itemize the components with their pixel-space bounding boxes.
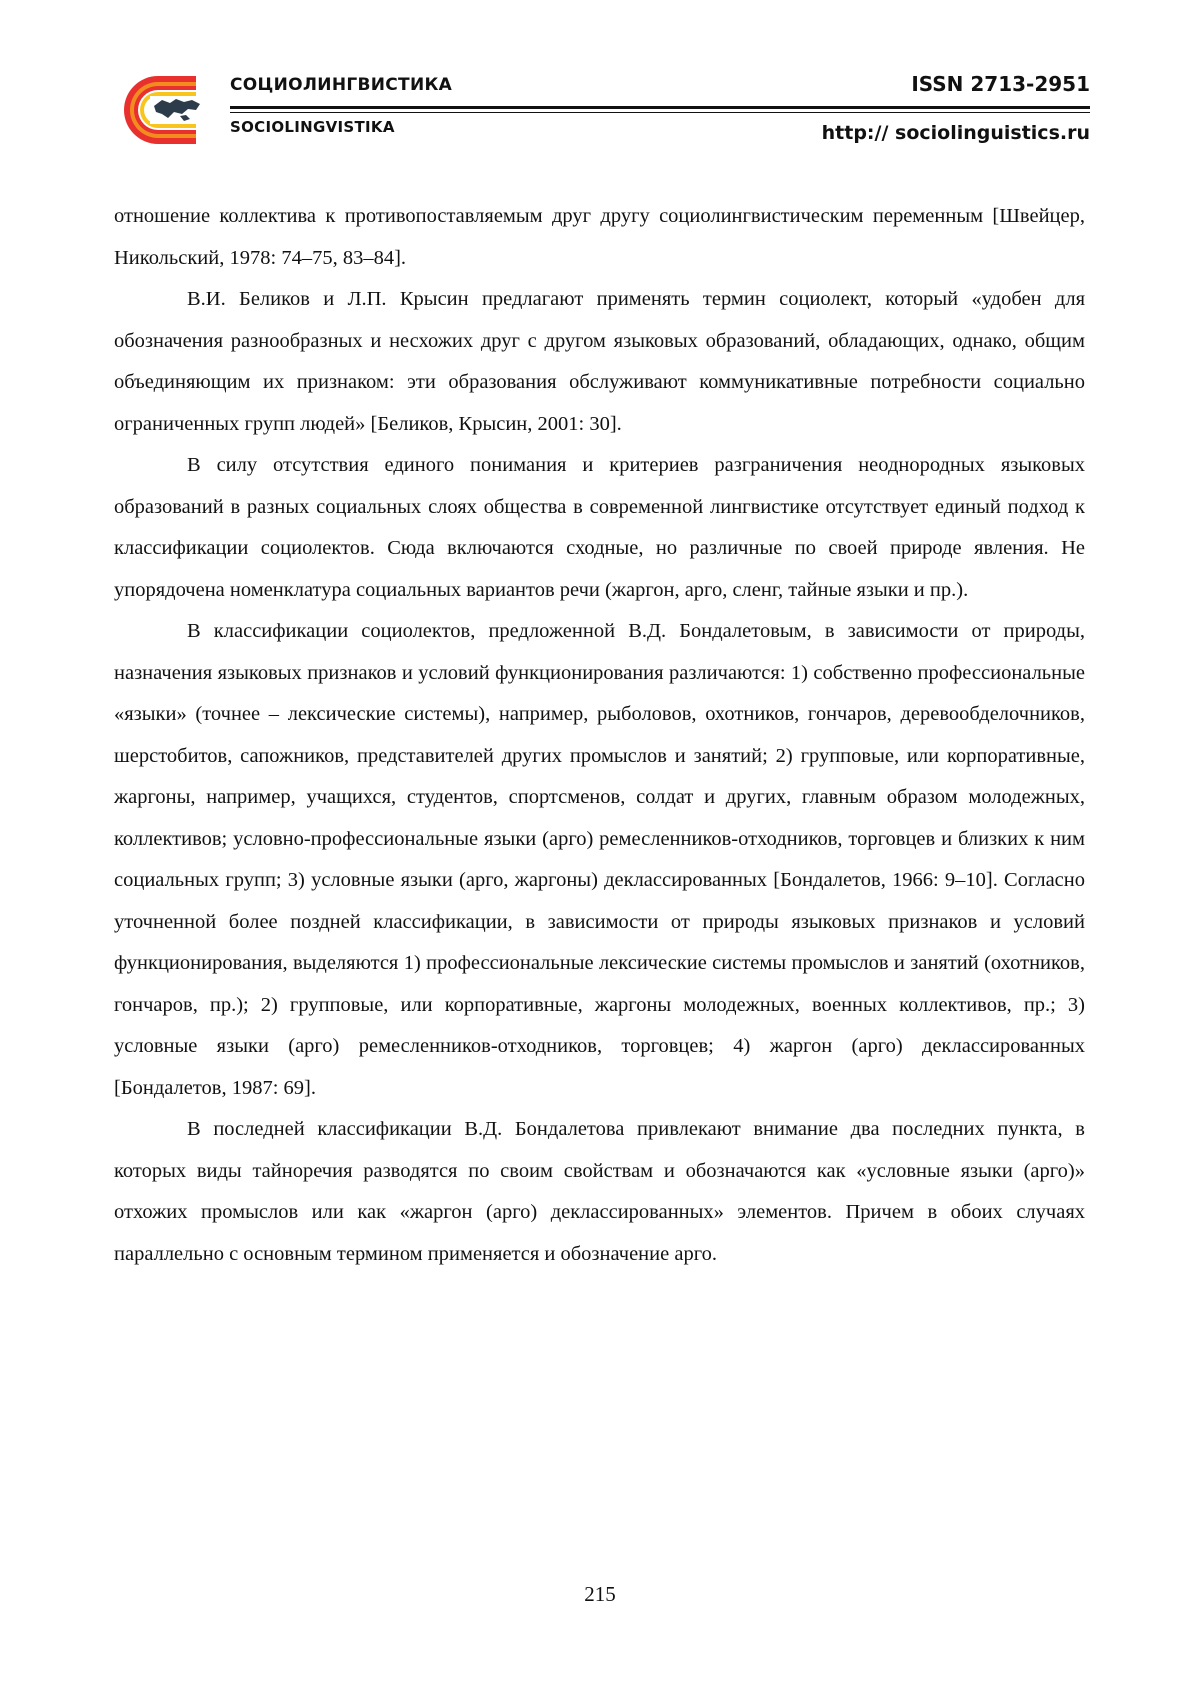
article-body [114, 196, 1085, 1275]
journal-title-ru: СОЦИОЛИНГВИСТИКА [230, 75, 453, 95]
paragraph: отношение коллектива к противопоставляемым друг другу социолингвистическим переменным [Швейцер, Никольский, 1978: 74–75, 83–84]. [114, 205, 1085, 269]
journal-logo-icon [110, 72, 210, 148]
paragraph: В последней классификации В.Д. Бондалетова привлекают внимание два последних пункта, в которых виды тайноречия разводятся по своим свойствам и обозначаются как «условные языки (арго)» отхожих промыслов или как «жаргон (арго) деклассированных» элементов. Причем в обоих случаях параллельно с основным термином применяется и обозначение арго. [114, 1118, 1085, 1265]
paragraph: В классификации социолектов, предложенной В.Д. Бондалетовым, в зависимости от природы, назначения языковых признаков и условий функционирования различаются: 1) собственно профессиональные «языки» (точнее – лексические системы), например, рыболовов, охотников, гончаров, деревообделочников, шерстобитов, сапожников, представителей других промыслов и занятий; 2) групповые, или корпоративные, жаргоны, например, учащихся, студентов, спортсменов, солдат и других, главным образом молодежных, коллективов; условно-профессиональные языки (арго) ремесленников-отходников, торговцев и близких к ним социальных групп; 3) условные языки (арго, жаргоны) деклассированных [Бондалетов, 1966: 9–10]. Согласно уточненной более поздней классификации, в зависимости от природы языковых признаков и условий функционирования, выделяются 1) профессиональные лексические системы промыслов и занятий (охотников, гончаров, пр.); 2) групповые, или корпоративные, жаргоны молодежных, военных коллективов, пр.; 3) условные языки (арго) ремесленников-отходников, торговцев; 4) жаргон (арго) деклассированных [Бондалетов, 1987: 69]. [114, 620, 1085, 1099]
page-number: 215 [584, 1582, 616, 1606]
journal-header [0, 0, 1200, 160]
header-rule [230, 106, 1090, 109]
website-link[interactable]: http:// sociolinguistics.ru [821, 122, 1090, 144]
paragraph: В силу отсутствия единого понимания и критериев разграничения неоднородных языковых образований в разных социальных слоях общества в современной лингвистике отсутствует единый подход к классификации социолектов. Сюда включаются сходные, но различные по своей природе явления. Не упорядочена номенклатура социальных вариантов речи (жаргон, арго, сленг, тайные языки и пр.). [114, 454, 1085, 601]
issn: ISSN 2713-2951 [911, 72, 1090, 96]
journal-title-en: SOCIOLINGVISTIKA [230, 118, 395, 136]
paragraph: В.И. Беликов и Л.П. Крысин предлагают применять термин социолект, который «удобен для обозначения разнообразных и несхожих друг с другом языковых образований, обладающих, однако, общим объединяющим их признаком: эти образования обслуживают коммуникативные потребности социально ограниченных групп людей» [Беликов, Крысин, 2001: 30]. [114, 288, 1085, 435]
header-rule-thin [230, 112, 1090, 113]
